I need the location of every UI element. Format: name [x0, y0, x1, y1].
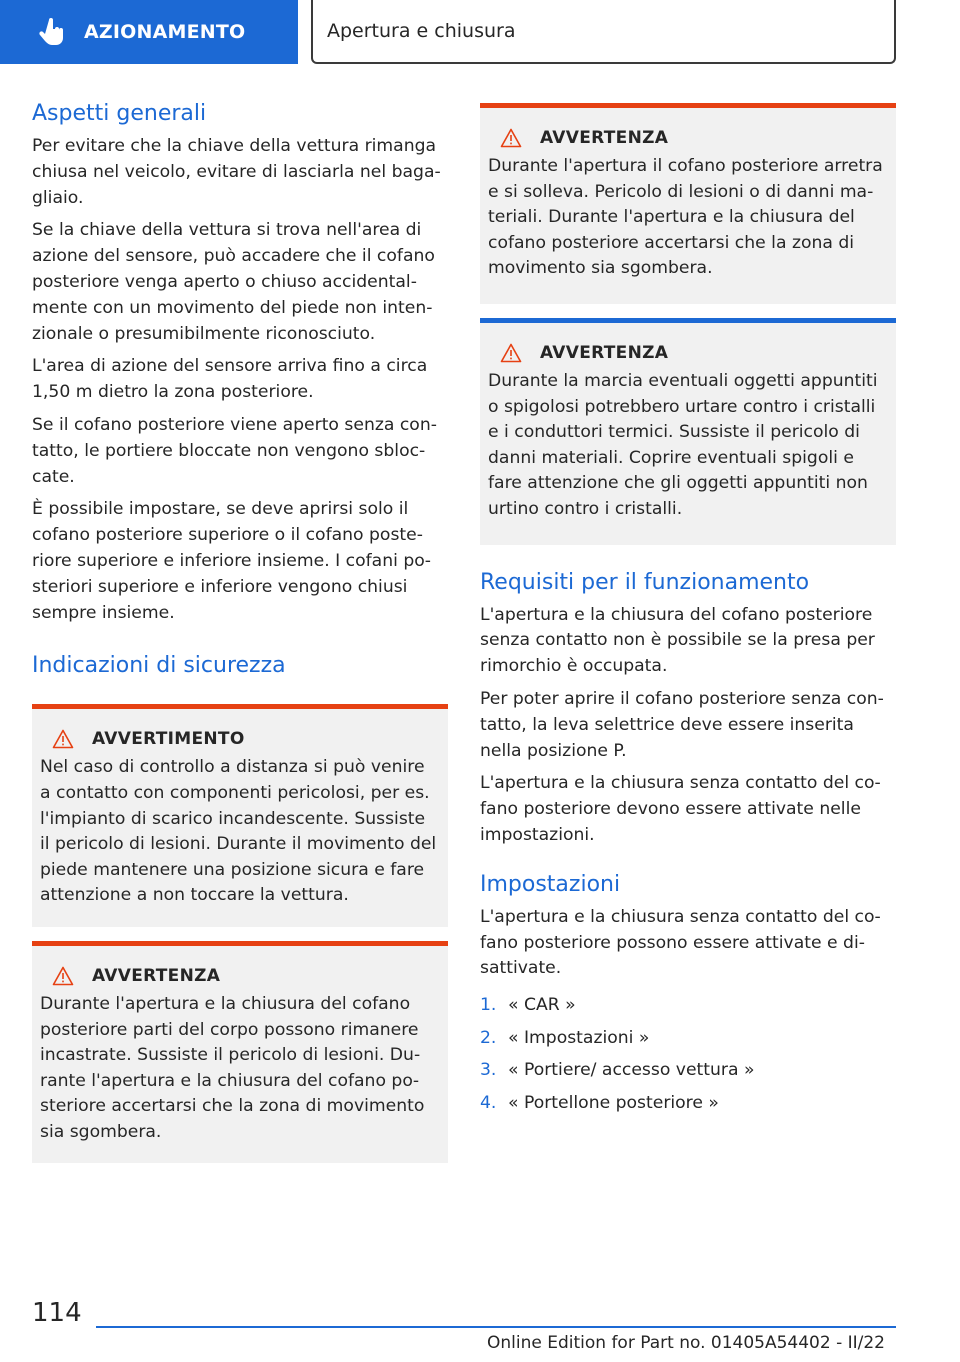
paragraph: Se la chiave della vettura si trova nell'area di azione del sensore, può accadere che il cofano posteriore venga aperto o chiuso accidentalmente con un movimento del piede non intenzionale o presumibilmente riconosciuto.: [32, 220, 435, 344]
left-column: [32, 100, 448, 1163]
caution-text: Durante l'apertura e la chiusura del cofano posteriore parti del corpo possono rimanere incastrate. Sussiste il pericolo di lesioni. Durante l'apertura e la chiusura del cofano posteriore accertarsi che la zona di movimento sia sgombera.: [40, 993, 425, 1142]
paragraph: L'apertura e la chiusura del cofano posteriore senza contatto non è possibile se la presa per rimorchio è occupata.: [480, 604, 875, 677]
caution-box-material: [480, 318, 896, 545]
step-number: 1.: [480, 995, 497, 1016]
warning-text: Nel caso di controllo a distanza si può venire a contatto con componenti pericolosi, per es. l'impianto di scarico incandescente. Sussiste il pericolo di lesioni. Durante il movimento del piede mantenere una posizione sicura e fare attenzione a non toccare la vettura.: [40, 757, 437, 906]
caution-text: Durante l'apertura il cofano posteriore arretra e si solleva. Pericolo di lesioni o di danni materiali. Durante l'apertura e la chiusura del cofano posteriore accertarsi che la zona di movimento sia sgombera.: [488, 156, 883, 279]
hand-pointer-icon: [38, 17, 68, 47]
step-text: « Impostazioni »: [508, 1027, 650, 1048]
paragraph: Se il cofano posteriore viene aperto senza contatto, le portiere bloccate non vengono sbloccate.: [32, 414, 437, 487]
page-title: Apertura e chiusura: [327, 20, 516, 42]
warning-triangle-icon: [500, 128, 522, 148]
edition-text: Online Edition for Part no. 01405A54402 - II/22: [486, 1333, 885, 1353]
list-item: [480, 992, 896, 1018]
warning-title: AVVERTIMENTO: [92, 729, 245, 750]
section-label: AZIONAMENTO: [84, 21, 246, 43]
paragraph: È possibile impostare, se deve aprirsi solo il cofano posteriore superiore o il cofano posteriore superiore e inferiore insieme. I cofani posteriori superiore e inferiore vengono chiusi sempre insieme.: [32, 499, 431, 623]
caution-title: AVVERTENZA: [540, 128, 669, 148]
caution-box: [32, 941, 448, 1164]
list-item: [480, 1057, 896, 1083]
right-column: [480, 103, 896, 1122]
step-text: « Portiere/ accesso vettura »: [508, 1060, 755, 1081]
paragraph: Per poter aprire il cofano posteriore senza contatto, la leva selettrice deve essere inserita nella posizione P.: [480, 688, 884, 761]
warning-triangle-icon: [500, 343, 522, 363]
caution-title: AVVERTENZA: [92, 965, 221, 986]
step-number: 3.: [480, 1060, 497, 1081]
heading-safety: Indicazioni di sicurezza: [32, 653, 286, 679]
list-item: [480, 1090, 896, 1116]
paragraph: L'apertura e la chiusura senza contatto del cofano posteriore possono essere attivate e disattivate.: [480, 906, 881, 979]
step-number: 4.: [480, 1092, 497, 1113]
steps-list: [480, 992, 896, 1116]
step-text: « CAR »: [508, 995, 576, 1016]
page-title-box: [311, 0, 896, 64]
warning-triangle-icon: [52, 966, 74, 986]
heading-general: Aspetti generali: [32, 101, 207, 126]
warning-box: [32, 704, 448, 927]
caution-box: [480, 103, 896, 304]
caution-text: Durante la marcia eventuali oggetti appuntiti o spigolosi potrebbero urtare contro i cristalli e i conduttori termici. Sussiste il pericolo di danni materiali. Coprire eventuali spigoli e fare attenzione che gli oggetti appuntiti non urtino contro i cristalli.: [488, 370, 878, 519]
heading-requirements: Requisiti per il funzionamento: [480, 569, 810, 595]
heading-settings: Impostazioni: [480, 871, 621, 897]
step-text: « Portellone posteriore »: [508, 1092, 719, 1113]
paragraph: Per evitare che la chiave della vettura rimanga chiusa nel veicolo, evitare di lasciarla nel bagagliaio.: [32, 136, 441, 208]
paragraph: L'area di azione del sensore arriva fino a circa 1,50 m dietro la zona posteriore.: [32, 356, 428, 403]
caution-title: AVVERTENZA: [540, 342, 669, 363]
section-tab: [0, 0, 298, 64]
footer-divider: [96, 1326, 896, 1328]
paragraph: L'apertura e la chiusura senza contatto del cofano posteriore devono essere attivate nelle impostazioni.: [480, 773, 881, 845]
list-item: [480, 1025, 896, 1051]
step-number: 2.: [480, 1027, 497, 1048]
page-number: 114: [32, 1298, 82, 1328]
warning-triangle-icon: [52, 729, 74, 749]
